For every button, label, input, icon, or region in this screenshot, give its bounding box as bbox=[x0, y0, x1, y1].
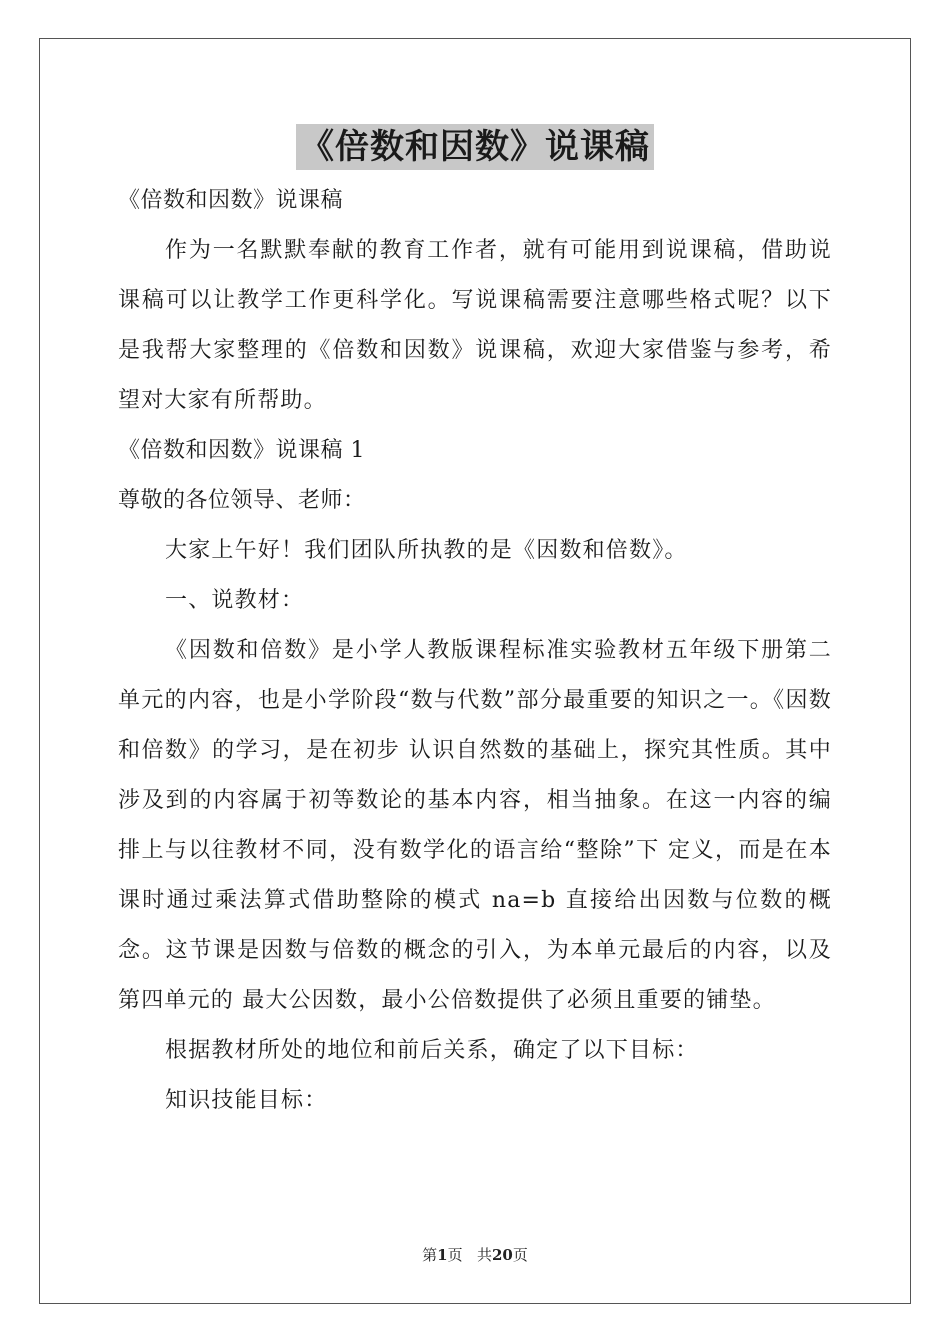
title-wrap bbox=[0, 124, 950, 170]
paragraph-subtitle: 《倍数和因数》说课稿 bbox=[118, 188, 344, 213]
paragraph-section-heading: 《倍数和因数》说课稿 1 bbox=[118, 438, 365, 463]
page-footer bbox=[0, 1244, 950, 1265]
paragraph-intro: 作为一名默默奉献的教育工作者，就有可能用到说课稿，借助说课稿可以让教学工作更科学化。写说课稿需要注意哪些格式呢？以下是我帮大家整理的《倍数和因数》说课稿，欢迎大家借鉴与参考，希望对大家有所帮助。 bbox=[118, 238, 832, 413]
footer-page-prefix: 第 bbox=[422, 1246, 438, 1264]
paragraph-knowledge-goals: 知识技能目标： bbox=[165, 1088, 328, 1113]
document-title: 《倍数和因数》说课稿 bbox=[296, 124, 654, 170]
paragraph-salutation: 尊敬的各位领导、老师： bbox=[118, 488, 366, 513]
footer-total-prefix: 共 bbox=[476, 1246, 492, 1264]
paragraph-goals-intro: 根据教材所处的地位和前后关系，确定了以下目标： bbox=[165, 1038, 699, 1063]
paragraph-heading-textbook: 一、说教材： bbox=[165, 588, 305, 613]
footer-total-suffix: 页 bbox=[512, 1246, 528, 1264]
footer-page-suffix: 页 bbox=[447, 1246, 463, 1264]
paragraph-greeting: 大家上午好！我们团队所执教的是《因数和倍数》。 bbox=[165, 538, 688, 563]
footer-page-number: 1 bbox=[437, 1246, 448, 1264]
footer-total-pages: 20 bbox=[491, 1246, 513, 1264]
paragraph-textbook-analysis: 《因数和倍数》是小学人教版课程标准实验教材五年级下册第二单元的内容，也是小学阶段“数与代数”部分最重要的知识之一。《因数和倍数》的学习，是在初步 认识自然数的基础上，探究其性质。其中涉及到的内容属于初等数论的基本内容，相当抽象。在这一内容的编排上与以往教材不同，没有数学化的语言给“整除”下 定义，而是在本课时通过乘法算式借助整除的模式 na=b 直接给出因数与位数的概念。这节课是因数与倍数的概念的引入，为本单元最后的内容，以及第四单元的 最大公因数，最小公倍数提供了必须且重要的铺垫。 bbox=[118, 638, 832, 1013]
document-body bbox=[118, 176, 832, 1126]
